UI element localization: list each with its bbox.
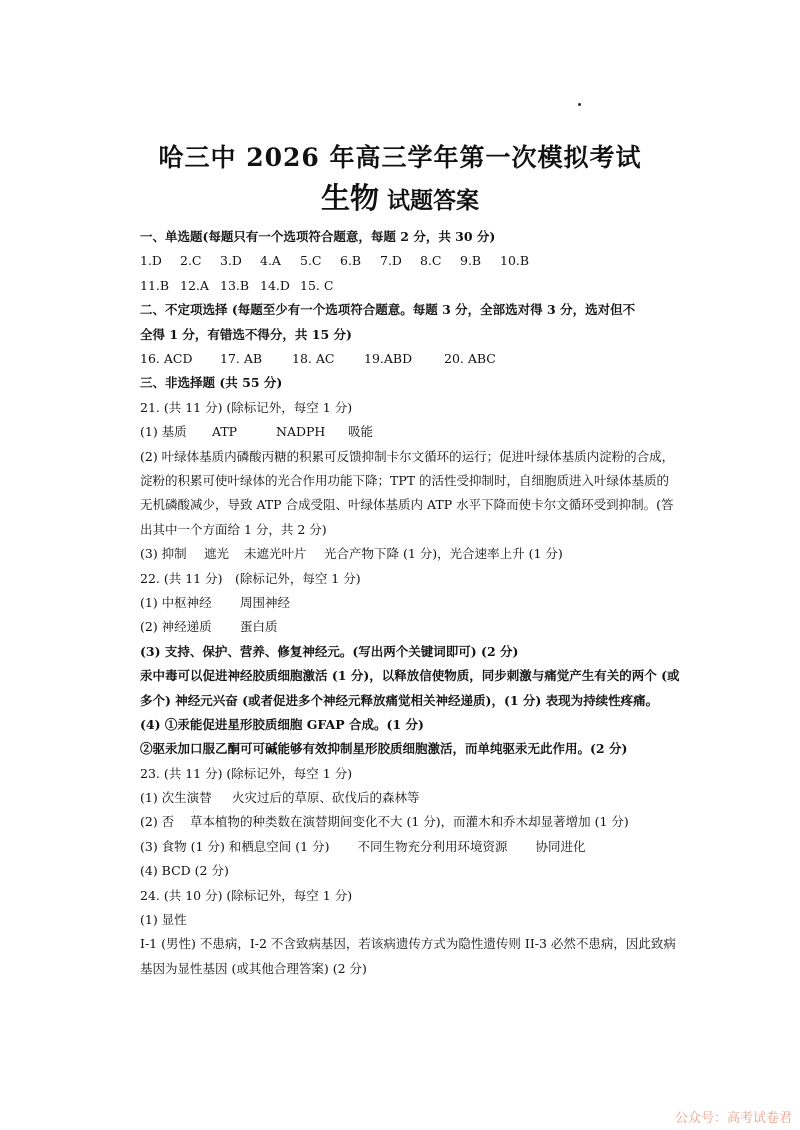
q21-1-c: NADPH (276, 424, 326, 440)
answer-7: 7.D (380, 253, 402, 269)
answer-12: 12.A (180, 277, 209, 293)
answer-13: 13.B (220, 277, 250, 293)
q23-1-b: 火灾过后的草原、砍伐后的森林等 (232, 790, 420, 806)
q24-part-1: (1) 显性 (140, 912, 187, 928)
q22-2-a: (2) 神经递质 (140, 619, 212, 635)
answer-8: 8.C (420, 253, 442, 269)
answer-20: 20. ABC (444, 350, 496, 366)
q23-1-a: (1) 次生演替 (140, 790, 212, 806)
answer-19: 19.ABD (364, 350, 413, 366)
q22-1-a: (1) 中枢神经 (140, 594, 212, 610)
q22-part-3-explanation: 汞中毒可以促进神经胶质细胞激活 (1 分)，以释放信使物质，同步刺激与痛觉产生有关的两个 (或多个) 神经元兴奋 (或者促进多个神经元释放痛觉相关神经递质)，(1 分) 表现为持续性疼痛。 (140, 668, 680, 708)
section-3-heading: 三、非选择题 (共 55 分) (140, 375, 283, 391)
answer-9: 9.B (460, 253, 482, 269)
answer-3: 3.D (220, 253, 242, 269)
exam-title: 哈三中 2026 年高三学年第一次模拟考试 (158, 143, 642, 172)
q21-3-a: (3) 抑制 (140, 546, 187, 562)
q22-part-2 (140, 615, 680, 639)
answer-6: 6.B (340, 253, 362, 269)
q23-3-a: (3) 食物 (1 分) 和栖息空间 (1 分) (140, 838, 330, 854)
answer-key-label: 试题答案 (387, 187, 479, 214)
subject-name: 生物 (320, 181, 379, 215)
speck (578, 103, 581, 106)
answer-5: 5.C (300, 253, 322, 269)
q21-part-3 (140, 542, 680, 566)
q24-heading: 24. (共 10 分) (除标记外，每空 1 分) (140, 887, 353, 903)
q23-part-4: (4) BCD (2 分) (140, 863, 229, 879)
q22-1-b: 周围神经 (240, 594, 291, 610)
q21-1-a: (1) 基质 (140, 424, 187, 440)
answer-15: 15. C (300, 277, 334, 293)
q24-part-2: I-1 (男性) 不患病，I-2 不含致病基因，若该病遗传方式为隐性遗传则 II-3 必然不患病，因此致病基因为显性基因 (或其他合理答案) (2 分) (140, 936, 676, 976)
q21-part-2: (2) 叶绿体基质内磷酸丙糖的积累可反馈抑制卡尔文循环的运行；促进叶绿体基质内淀粉的合成，淀粉的积累可使叶绿体的光合作用功能下降；TPT 的活性受抑制时，自细胞质进入叶绿体基质的无机磷酸减少，导致 ATP 合成受阻、叶绿体基质内 ATP 水平下降而使卡尔文循环受到抑制。(答出其中一个方面给 1 分，共 2 分) (140, 448, 675, 537)
q22-part-1 (140, 591, 680, 615)
exam-subtitle (0, 176, 800, 217)
q21-1-b: ATP (212, 424, 238, 440)
answer-18: 18. AC (292, 350, 335, 366)
answer-10: 10.B (500, 253, 530, 269)
q23-heading: 23. (共 11 分) (除标记外，每空 1 分) (140, 765, 353, 781)
q22-part-3: (3) 支持、保护、营养、修复神经元。(写出两个关键词即可) (2 分) (140, 643, 519, 659)
q23-part-2 (140, 810, 680, 834)
q21-3-b: 遮光 (204, 546, 230, 562)
q23-3-b: 不同生物充分利用环境资源 (357, 838, 508, 854)
section-2-heading-line-1: 二、不定项选择 (每题至少有一个选项符合题意。每题 3 分，全部选对得 3 分，选对但不 (140, 302, 636, 318)
section-2-heading-line-2: 全得 1 分，有错选不得分，共 15 分) (140, 326, 352, 342)
section-1-row-1 (140, 249, 680, 273)
q23-part-3 (140, 835, 680, 859)
q22-heading: 22. (共 11 分) (除标记外，每空 1 分) (140, 570, 361, 586)
q21-3-d: 光合产物下降 (1 分)，光合速率上升 (1 分) (324, 546, 563, 562)
q21-3-c: 未遮光叶片 (244, 546, 307, 562)
answer-16: 16. ACD (140, 350, 193, 366)
answer-11: 11.B (140, 277, 170, 293)
answer-17: 17. AB (220, 350, 263, 366)
answer-14: 14.D (260, 277, 290, 293)
q22-part-4-a: (4) ①汞能促进星形胶质细胞 GFAP 合成。(1 分) (140, 716, 424, 732)
q23-2-b: 草本植物的种类数在演替期间变化不大 (1 分)，而灌木和乔木却显著增加 (1 分) (190, 814, 629, 830)
q22-2-b: 蛋白质 (240, 619, 278, 635)
q23-part-1 (140, 786, 680, 810)
section-1-row-2 (140, 274, 680, 298)
section-1-heading: 一、单选题(每题只有一个选项符合题意，每题 2 分，共 30 分) (140, 229, 496, 244)
q23-2-a: (2) 否 (140, 814, 175, 830)
q23-3-c: 协同进化 (535, 838, 586, 854)
answer-2: 2.C (180, 253, 202, 269)
answer-content (140, 225, 680, 981)
q21-heading: 21. (共 11 分) (除标记外，每空 1 分) (140, 399, 353, 415)
section-2-row (140, 347, 680, 371)
watermark: 公众号：高考试卷君 (674, 1111, 792, 1126)
answer-1: 1.D (140, 253, 162, 269)
q21-1-d: 吸能 (348, 424, 374, 440)
q21-part-1 (140, 420, 680, 444)
q22-part-4-b: ②驱汞加口服乙酮可可碱能够有效抑制星形胶质细胞激活，而单纯驱汞无此作用。(2 分) (140, 741, 628, 757)
answer-4: 4.A (260, 253, 281, 269)
